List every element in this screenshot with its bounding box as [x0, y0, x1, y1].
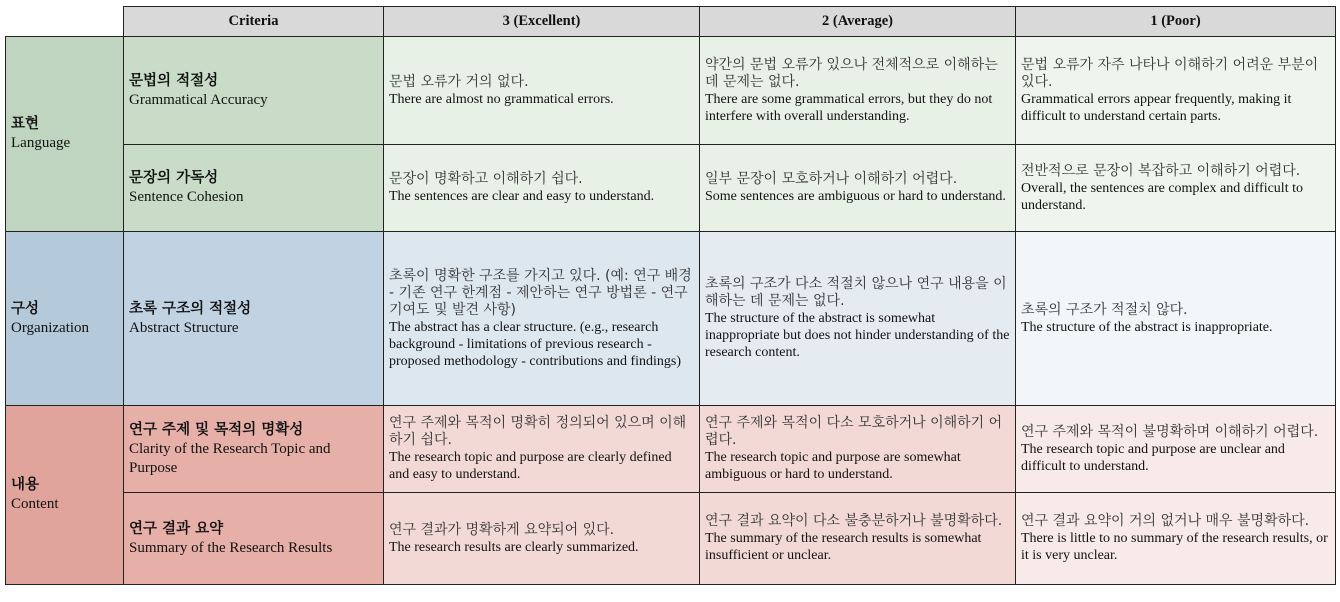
evaluation-rubric-table: [5, 6, 1336, 585]
criterion-ko: 연구 결과 요약: [129, 520, 224, 537]
cell-ko: 초록의 구조가 적절치 않다.: [1021, 301, 1188, 318]
cell-en: The research topic and purpose are unclear and difficult to understand.: [1021, 441, 1285, 474]
cell-excellent: [384, 145, 700, 232]
cell-en: The summary of the research results is somewhat insufficient or unclear.: [705, 531, 982, 563]
criterion-en: Grammatical Accuracy: [129, 91, 268, 108]
cell-ko: 연구 주제와 목적이 불명확하며 이해하기 어렵다.: [1021, 423, 1319, 440]
cell-poor: [1016, 37, 1336, 145]
cell-en: The structure of the abstract is inappropriate.: [1021, 319, 1273, 335]
header-corner: [6, 7, 124, 37]
cell-ko: 문법 오류가 거의 없다.: [389, 73, 529, 90]
cell-ko: 연구 결과가 명확하게 요약되어 있다.: [389, 521, 615, 538]
criterion-sentence-cohesion: [124, 145, 384, 232]
cell-en: The abstract has a clear structure. (e.g., research background - limitations of previous research - proposed methodology - contributions and findings): [389, 319, 682, 369]
criterion-ko: 문법의 적절성: [129, 72, 219, 89]
rubric-row-abstract-structure: [6, 232, 1336, 406]
cell-en: The research results are clearly summarized.: [389, 539, 639, 555]
cell-average: [700, 145, 1016, 232]
criterion-ko: 초록 구조의 적절성: [129, 300, 252, 317]
criterion-research-results-summary: [124, 493, 384, 585]
rubric-row-sentence-cohesion: [6, 145, 1336, 232]
category-organization-en: Organization: [11, 319, 90, 336]
criterion-grammatical-accuracy: [124, 37, 384, 145]
cell-en: The research topic and purpose are somewhat ambiguous or hard to understand.: [705, 450, 961, 482]
header-row: [6, 7, 1336, 37]
cell-average: [700, 232, 1016, 406]
category-content-en: Content: [11, 496, 59, 512]
cell-ko: 연구 결과 요약이 거의 없거나 매우 불명확하다.: [1021, 513, 1310, 529]
cell-ko: 문법 오류가 자주 나타나 이해하기 어려운 부분이 있다.: [1021, 56, 1319, 90]
cell-excellent: [384, 406, 700, 493]
cell-en: Some sentences are ambiguous or hard to understand.: [705, 189, 1006, 204]
cell-ko: 약간의 문법 오류가 있으나 전체적으로 이해하는 데 문제는 없다.: [705, 56, 998, 90]
cell-en: The research topic and purpose are clearly defined and easy to understand.: [389, 450, 672, 482]
cell-ko: 연구 주제와 목적이 명확히 정의되어 있으며 이해하기 쉽다.: [389, 415, 687, 448]
criterion-en: Sentence Cohesion: [129, 189, 244, 205]
cell-en: The sentences are clear and easy to understand.: [389, 189, 655, 204]
cell-average: [700, 493, 1016, 585]
rubric-row-research-topic-clarity: [6, 406, 1336, 493]
header-excellent: 3 (Excellent): [384, 7, 700, 37]
criterion-en: Abstract Structure: [129, 319, 239, 336]
category-content-ko: 내용: [11, 477, 40, 493]
cell-ko: 초록이 명확한 구조를 가지고 있다. (예: 연구 배경 - 기존 연구 한계점 - 제안하는 연구 방법론 - 연구 기여도 및 발견 사항): [389, 267, 692, 318]
category-language-en: Language: [11, 135, 71, 151]
cell-poor: [1016, 232, 1336, 406]
criterion-abstract-structure: [124, 232, 384, 406]
cell-ko: 초록의 구조가 다소 적절치 않으나 연구 내용을 이해하는 데 문제는 없다.: [705, 276, 1007, 309]
category-organization: [6, 232, 124, 406]
cell-ko: 연구 결과 요약이 다소 불충분하거나 불명확하다.: [705, 513, 1003, 529]
cell-en: The structure of the abstract is somewhat inappropriate but does not hinder understanding of the research content.: [705, 311, 1010, 360]
cell-en: Grammatical errors appear frequently, making it difficult to understand certain parts.: [1021, 91, 1292, 124]
cell-poor: [1016, 493, 1336, 585]
cell-average: [700, 406, 1016, 493]
rubric-row-research-results-summary: [6, 493, 1336, 585]
category-language-ko: 표현: [11, 116, 40, 132]
cell-en: There is little to no summary of the research results, or it is very unclear.: [1021, 531, 1328, 563]
rubric-row-grammatical-accuracy: [6, 37, 1336, 145]
cell-poor: [1016, 406, 1336, 493]
cell-ko: 전반적으로 문장이 복잡하고 이해하기 어렵다.: [1021, 162, 1301, 179]
cell-excellent: [384, 493, 700, 585]
criterion-en: Clarity of the Research Topic and Purpose: [129, 440, 331, 476]
cell-en: There are some grammatical errors, but they do not interfere with overall understanding.: [705, 91, 993, 124]
cell-poor: [1016, 145, 1336, 232]
category-content: [6, 406, 124, 585]
category-organization-ko: 구성: [11, 300, 40, 317]
criterion-ko: 연구 주제 및 목적의 명확성: [129, 421, 304, 438]
criterion-research-topic-clarity: [124, 406, 384, 493]
header-criteria: Criteria: [124, 7, 384, 37]
criterion-en: Summary of the Research Results: [129, 539, 333, 556]
cell-ko: 문장이 명확하고 이해하기 쉽다.: [389, 171, 583, 187]
header-poor: 1 (Poor): [1016, 7, 1336, 37]
cell-average: [700, 37, 1016, 145]
cell-excellent: [384, 232, 700, 406]
category-language: [6, 37, 124, 232]
cell-excellent: [384, 37, 700, 145]
cell-ko: 일부 문장이 모호하거나 이해하기 어렵다.: [705, 171, 958, 187]
criterion-ko: 문장의 가독성: [129, 170, 219, 186]
cell-en: Overall, the sentences are complex and difficult to understand.: [1021, 180, 1303, 213]
header-average: 2 (Average): [700, 7, 1016, 37]
cell-en: There are almost no grammatical errors.: [389, 91, 614, 107]
cell-ko: 연구 주제와 목적이 다소 모호하거나 이해하기 어렵다.: [705, 415, 1003, 448]
